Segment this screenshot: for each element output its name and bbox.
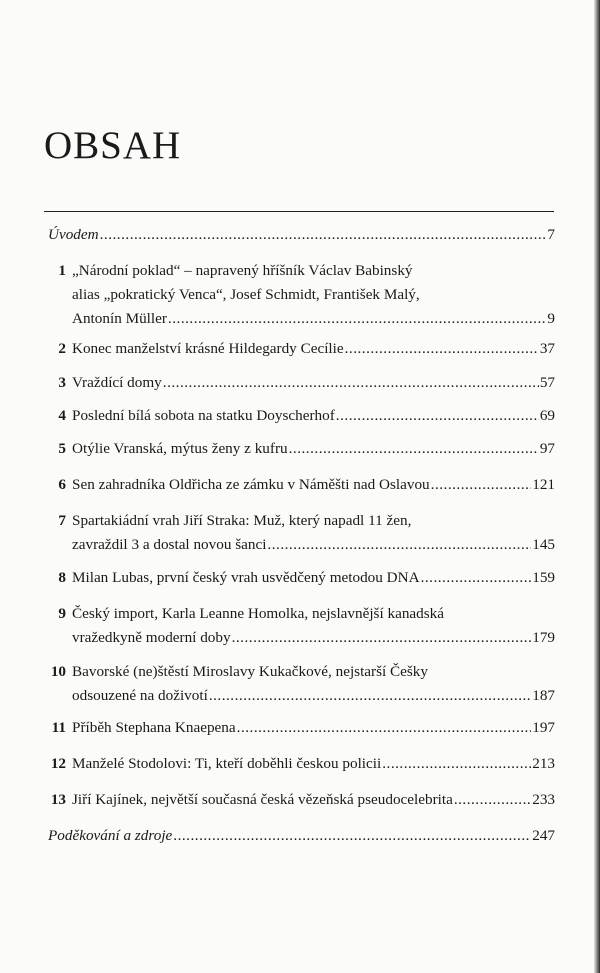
chapter-title-line: zavraždil 3 a dostal novou šanci — [72, 536, 267, 553]
toc-line — [44, 569, 555, 593]
chapter-number: 8 — [58, 569, 66, 586]
toc-entry — [44, 340, 555, 364]
chapter-title-line: Milan Lubas, první český vrah usvědčený metodou DNA — [72, 569, 420, 586]
dot-leader — [163, 374, 539, 392]
toc-line — [44, 262, 555, 286]
chapter-title-line: Příběh Stephana Knaepena — [72, 719, 236, 736]
chapter-title-line: Otýlie Vranská, mýtus ženy z kufru — [72, 440, 288, 457]
toc-line — [44, 374, 555, 398]
page-number: 69 — [539, 407, 555, 424]
dot-leader — [454, 791, 531, 809]
toc-entry — [44, 605, 555, 653]
chapter-number: 10 — [50, 663, 66, 680]
page-number: 97 — [539, 440, 555, 457]
toc-entry — [44, 663, 555, 711]
page-number: 247 — [532, 827, 555, 844]
toc-line — [44, 755, 555, 779]
chapter-number: 5 — [58, 440, 66, 457]
dot-leader — [289, 440, 539, 458]
dot-leader — [209, 687, 531, 705]
page-edge-shadow — [594, 0, 600, 973]
toc-line — [44, 629, 555, 653]
chapter-number: 6 — [58, 476, 66, 493]
page-number: 37 — [539, 340, 555, 357]
dot-leader — [336, 407, 539, 425]
chapter-number: 7 — [58, 512, 66, 529]
dot-leader — [168, 310, 546, 328]
page-number: 187 — [532, 687, 555, 704]
toc-entry — [44, 374, 555, 398]
toc-line — [44, 663, 555, 687]
toc-entry — [44, 512, 555, 560]
page-title: OBSAH — [44, 124, 182, 167]
toc-entry-unnumbered — [44, 827, 555, 851]
chapter-title-line: Bavorské (ne)štěstí Miroslavy Kukačkové, nejstarší Češky — [72, 663, 428, 680]
page-number: 121 — [532, 476, 555, 493]
toc-entry — [44, 440, 555, 464]
chapter-number: 11 — [51, 719, 66, 736]
chapter-title-line: odsouzené na doživotí — [72, 687, 208, 704]
toc-line — [44, 286, 555, 310]
toc-entry — [44, 569, 555, 593]
toc-line — [44, 687, 555, 711]
chapter-title-line: Český import, Karla Leanne Homolka, nejslavnější kanadská — [72, 605, 444, 622]
chapter-number: 3 — [58, 374, 66, 391]
chapter-title-line: Antonín Müller — [72, 310, 167, 327]
toc-entry — [44, 719, 555, 743]
chapter-title-line: Úvodem — [48, 226, 99, 243]
page-number: 197 — [532, 719, 555, 736]
toc-entry — [44, 755, 555, 779]
chapter-title-line: Spartakiádní vrah Jiří Straka: Muž, který napadl 11 žen, — [72, 512, 412, 529]
chapter-number: 12 — [50, 755, 66, 772]
toc-line — [44, 512, 555, 536]
dot-leader — [100, 226, 547, 244]
chapter-title-line: alias „pokratický Venca“, Josef Schmidt, František Malý, — [72, 286, 420, 303]
chapter-number: 1 — [58, 262, 66, 279]
toc-line — [44, 476, 555, 500]
toc-line — [44, 340, 555, 364]
toc-entry — [44, 791, 555, 815]
title-rule — [44, 211, 554, 212]
toc-line — [44, 310, 555, 334]
dot-leader — [267, 536, 531, 554]
toc-line — [48, 226, 555, 250]
chapter-title-line: Konec manželství krásné Hildegardy Cecílie — [72, 340, 344, 357]
toc-entry-unnumbered — [44, 226, 555, 250]
page-number: 159 — [532, 569, 555, 586]
chapter-number: 9 — [58, 605, 66, 622]
page-number: 213 — [532, 755, 555, 772]
page-number: 7 — [547, 226, 555, 243]
chapter-title-line: „Národní poklad“ – napravený hříšník Václav Babinský — [72, 262, 413, 279]
toc-line — [44, 407, 555, 431]
page-number: 9 — [547, 310, 555, 327]
toc-entry — [44, 262, 555, 334]
chapter-number: 4 — [58, 407, 66, 424]
page-number: 233 — [532, 791, 555, 808]
dot-leader — [431, 476, 532, 494]
toc-entry — [44, 407, 555, 431]
chapter-title-line: Poděkování a zdroje — [48, 827, 173, 844]
page-number: 145 — [532, 536, 555, 553]
chapter-number: 13 — [50, 791, 66, 808]
chapter-title-line: Poslední bílá sobota na statku Doyscherhof — [72, 407, 335, 424]
chapter-title-line: Sen zahradníka Oldřicha ze zámku v Náměšti nad Oslavou — [72, 476, 430, 493]
dot-leader — [173, 827, 531, 845]
dot-leader — [382, 755, 531, 773]
page-number: 179 — [532, 629, 555, 646]
dot-leader — [237, 719, 532, 737]
dot-leader — [345, 340, 539, 358]
toc-line — [44, 719, 555, 743]
chapter-number: 2 — [58, 340, 66, 357]
chapter-title-line: vražedkyně moderní doby — [72, 629, 231, 646]
toc-entry — [44, 476, 555, 500]
page-number: 57 — [539, 374, 555, 391]
chapter-title-line: Vraždící domy — [72, 374, 162, 391]
toc-line — [48, 827, 555, 851]
chapter-title-line: Manželé Stodolovi: Ti, kteří doběhli českou policii — [72, 755, 382, 772]
dot-leader — [421, 569, 532, 587]
toc-line — [44, 791, 555, 815]
chapter-title-line: Jiří Kajínek, největší současná česká vězeňská pseudocelebrita — [72, 791, 453, 808]
dot-leader — [232, 629, 532, 647]
toc-line — [44, 440, 555, 464]
toc-line — [44, 605, 555, 629]
toc-line — [44, 536, 555, 560]
